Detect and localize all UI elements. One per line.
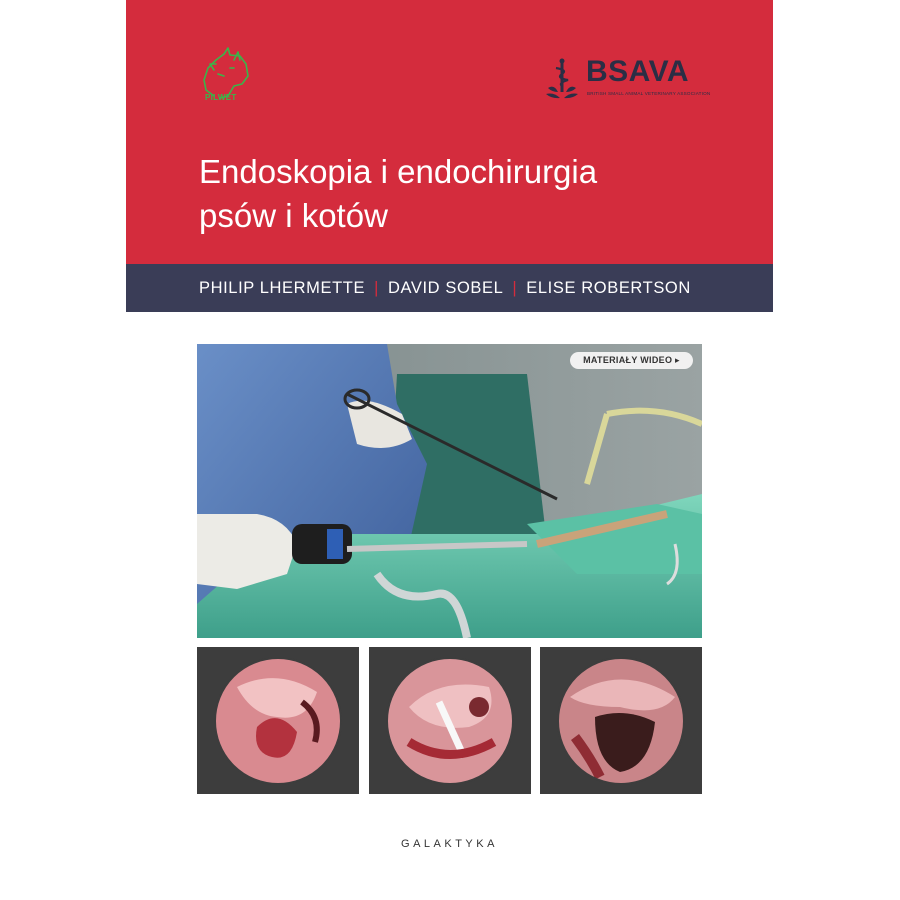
bsava-name: BSAVA <box>586 55 690 88</box>
cover-header-band <box>126 0 773 264</box>
author-band <box>126 264 773 312</box>
endoscopy-thumbnail-2 <box>369 647 531 794</box>
author-2: DAVID SOBEL <box>387 278 504 297</box>
author-separator: | <box>512 278 518 297</box>
video-materials-badge: MATERIAŁY WIDEO ▸ <box>570 352 693 369</box>
book-title-line-2: psów i kotów <box>199 197 388 234</box>
surgery-photo <box>197 344 702 638</box>
endoscopy-thumbnail-3 <box>540 647 702 794</box>
author-1: PHILIP LHERMETTE <box>199 278 366 297</box>
author-3: ELISE ROBERTSON <box>526 278 691 297</box>
book-cover <box>126 0 773 900</box>
bsava-subtitle: BRITISH SMALL ANIMAL VETERINARY ASSOCIATION <box>587 91 711 96</box>
rod-of-asclepius-icon <box>544 58 580 102</box>
bsava-logo <box>544 55 711 102</box>
book-title <box>199 150 759 238</box>
book-title-line-1: Endoskopia i endochirurgia <box>199 153 598 190</box>
author-separator: | <box>374 278 379 297</box>
endoscopy-thumbnail-1 <box>197 647 359 794</box>
pilwet-logo-text: PILWET <box>205 93 237 102</box>
publisher-name: GALAKTYKA <box>401 838 498 850</box>
